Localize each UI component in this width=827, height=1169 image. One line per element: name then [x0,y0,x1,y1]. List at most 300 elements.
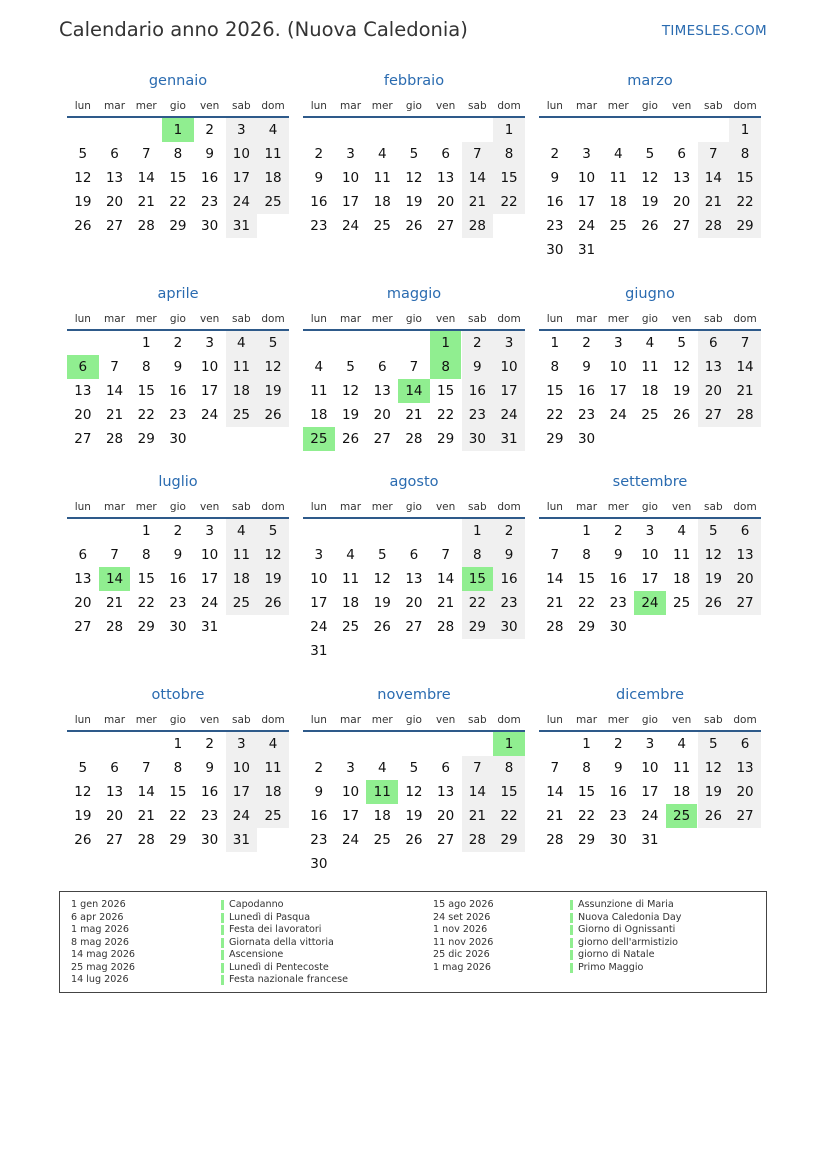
weekday-header: ven [435,313,456,325]
day-cell: 30 [169,431,187,447]
day-cell: 30 [201,832,219,848]
weekday-header: sab [232,501,251,513]
holiday-day-cell: 1 [162,118,194,142]
day-cell: 14 [462,166,494,190]
day-cell: 7 [462,756,494,780]
day-cell: 21 [729,379,761,403]
day-cell: 13 [729,543,761,567]
day-cell: 26 [698,591,730,615]
day-cell: 3 [226,732,258,756]
month-name: dicembre [615,687,685,703]
day-cell: 21 [698,190,730,214]
day-cell: 23 [201,194,219,210]
holiday-day-cell: 14 [99,567,131,591]
day-cell: 30 [169,619,187,635]
holiday-name: Giorno di Ognissanti [578,924,676,935]
day-cell: 25 [257,190,289,214]
day-cell: 23 [462,403,494,427]
day-cell: 9 [550,170,560,186]
site-link[interactable]: TIMESLES.COM [661,23,767,39]
day-cell: 16 [310,808,328,824]
day-cell: 5 [409,760,419,776]
weekday-header: sab [704,714,723,726]
day-cell: 18 [310,407,328,423]
day-cell: 14 [546,784,564,800]
day-cell: 22 [577,808,596,824]
day-cell: 10 [641,547,659,563]
day-cell: 13 [405,571,423,587]
day-cell: 11 [257,756,289,780]
day-cell: 12 [257,543,289,567]
day-cell: 17 [226,166,258,190]
weekday-header: sab [704,100,723,112]
day-cell: 13 [673,170,691,186]
day-cell: 26 [74,832,92,848]
day-cell: 24 [493,403,525,427]
day-cell: 22 [169,194,187,210]
day-cell: 30 [577,431,596,447]
day-cell: 13 [74,383,92,399]
day-cell: 25 [341,619,360,635]
day-cell: 2 [493,519,525,543]
holiday-name: Lunedì di Pentecoste [229,961,329,973]
day-cell: 27 [74,431,92,447]
day-cell: 22 [577,595,596,611]
day-cell: 8 [493,142,525,166]
holiday-name: giorno dell'armistizio [578,936,679,948]
day-cell: 25 [641,407,659,423]
day-cell: 20 [105,194,124,210]
day-cell: 18 [257,166,289,190]
day-cell: 29 [493,828,525,852]
day-cell: 15 [577,571,596,587]
day-cell: 23 [609,595,627,611]
header-rule [303,730,525,732]
header-rule [303,116,525,118]
day-cell: 23 [310,832,328,848]
weekday-header: dom [733,100,757,112]
day-cell: 9 [613,760,623,776]
day-cell: 2 [550,146,560,162]
day-cell: 18 [226,379,258,403]
day-cell: 21 [546,595,564,611]
day-cell: 4 [677,736,686,752]
day-cell: 14 [462,780,494,804]
day-cell: 3 [493,331,525,355]
weekday-header: ven [435,714,456,726]
day-cell: 9 [205,146,214,162]
holiday-date: 24 set 2026 [433,911,491,923]
month-name: ottobre [151,687,205,703]
day-cell: 16 [201,170,219,186]
weekday-header: sab [468,313,487,325]
day-cell: 20 [373,407,391,423]
day-cell: 8 [173,146,183,162]
day-cell: 7 [141,146,151,162]
weekday-header: gio [641,501,658,513]
day-cell: 17 [226,780,258,804]
holiday-day-cell: 14 [398,379,430,403]
day-cell: 9 [314,170,324,186]
month-name: aprile [157,286,199,302]
holiday-name: Capodanno [229,899,284,910]
day-cell: 31 [226,828,258,852]
day-cell: 13 [729,756,761,780]
day-cell: 19 [341,407,360,423]
day-cell: 14 [546,571,564,587]
day-cell: 29 [546,431,564,447]
day-cell: 9 [582,359,591,375]
day-cell: 10 [609,359,627,375]
day-cell: 18 [673,784,691,800]
day-cell: 28 [462,214,494,238]
weekday-header: gio [641,100,658,112]
day-cell: 16 [462,379,494,403]
day-cell: 9 [173,359,183,375]
day-cell: 4 [346,547,355,563]
day-cell: 26 [341,431,360,447]
day-cell: 14 [729,355,761,379]
day-cell: 1 [493,118,525,142]
month-name: giugno [625,286,675,302]
day-cell: 30 [609,619,627,635]
day-cell: 10 [341,170,360,186]
day-cell: 9 [173,547,183,563]
day-cell: 23 [310,218,328,234]
day-cell: 26 [257,591,289,615]
day-cell: 4 [226,519,258,543]
weekday-header: gio [405,100,422,112]
day-cell: 6 [441,146,450,162]
month-settembre [539,474,761,664]
day-cell: 11 [341,571,360,587]
day-cell: 13 [437,784,455,800]
day-cell: 15 [493,780,525,804]
day-cell: 10 [577,170,596,186]
holiday-name: Ascensione [229,949,284,960]
weekday-header: lun [546,100,563,112]
weekday-header: lun [310,313,327,325]
day-cell: 5 [409,146,419,162]
day-cell: 19 [673,383,691,399]
day-cell: 1 [173,736,183,752]
day-cell: 28 [105,619,124,635]
day-cell: 18 [673,571,691,587]
day-cell: 22 [169,808,187,824]
weekday-header: gio [169,313,186,325]
day-cell: 20 [405,595,423,611]
day-cell: 24 [641,808,659,824]
weekday-header: lun [310,100,327,112]
day-cell: 3 [346,760,355,776]
holiday-marker [570,900,573,910]
month-name: settembre [612,474,688,490]
day-cell: 1 [582,523,591,539]
holiday-day-cell: 15 [462,567,494,591]
day-cell: 17 [201,383,219,399]
day-cell: 18 [257,780,289,804]
day-cell: 3 [613,335,623,351]
day-cell: 8 [582,547,591,563]
weekday-header: ven [671,313,692,325]
weekday-header: mer [371,313,393,325]
day-cell: 19 [405,808,423,824]
day-cell: 15 [169,170,187,186]
day-cell: 12 [698,543,730,567]
month-novembre [303,687,525,877]
day-cell: 7 [409,359,419,375]
weekday-header: sab [468,100,487,112]
day-cell: 28 [462,828,494,852]
weekday-header: mer [607,501,629,513]
day-cell: 2 [314,760,324,776]
month-agosto [303,474,525,664]
holiday-day-cell: 1 [430,331,462,355]
weekday-header: dom [497,714,521,726]
day-cell: 25 [226,403,258,427]
day-cell: 29 [169,218,187,234]
day-cell: 8 [141,547,151,563]
day-cell: 31 [641,832,659,848]
weekday-header: dom [733,313,757,325]
day-cell: 5 [257,331,289,355]
weekday-header: mar [340,100,362,112]
weekday-header: sab [232,100,251,112]
day-cell: 27 [74,619,92,635]
weekday-header: mer [607,313,629,325]
weekday-header: mer [135,100,157,112]
day-cell: 1 [141,523,151,539]
day-cell: 18 [226,567,258,591]
weekday-header: mer [607,100,629,112]
day-cell: 1 [582,736,591,752]
day-cell: 30 [310,856,328,872]
day-cell: 28 [437,619,455,635]
month-marzo [539,73,761,263]
day-cell: 9 [613,547,623,563]
weekday-header: ven [199,501,220,513]
day-cell: 30 [462,427,494,451]
day-cell: 22 [437,407,455,423]
weekday-header: lun [74,501,91,513]
day-cell: 3 [205,523,214,539]
holiday-day-cell: 6 [67,355,99,379]
holiday-marker [570,925,573,935]
day-cell: 5 [78,760,88,776]
weekday-header: gio [169,100,186,112]
day-cell: 21 [462,804,494,828]
day-cell: 26 [257,403,289,427]
day-cell: 17 [641,784,659,800]
day-cell: 28 [729,403,761,427]
weekday-header: mar [340,714,362,726]
day-cell: 8 [729,142,761,166]
weekday-header: lun [74,714,91,726]
day-cell: 4 [613,146,623,162]
day-cell: 30 [546,242,564,258]
day-cell: 3 [346,146,355,162]
day-cell: 16 [201,784,219,800]
weekday-header: ven [199,714,220,726]
weekday-header: sab [232,313,251,325]
day-cell: 12 [405,784,423,800]
weekday-header: mer [371,100,393,112]
day-cell: 27 [373,431,391,447]
day-cell: 22 [137,595,155,611]
day-cell: 5 [645,146,655,162]
day-cell: 5 [698,732,730,756]
day-cell: 22 [462,591,494,615]
day-cell: 12 [373,571,391,587]
day-cell: 10 [226,756,258,780]
day-cell: 2 [314,146,324,162]
day-cell: 17 [341,808,360,824]
weekday-header: lun [546,714,563,726]
day-cell: 26 [373,619,391,635]
day-cell: 6 [78,547,88,563]
day-cell: 7 [550,760,560,776]
weekday-header: mar [104,100,126,112]
day-cell: 12 [74,170,92,186]
day-cell: 6 [677,146,686,162]
day-cell: 15 [169,784,187,800]
day-cell: 12 [641,170,659,186]
day-cell: 1 [462,519,494,543]
day-cell: 15 [437,383,455,399]
day-cell: 24 [201,407,219,423]
day-cell: 28 [546,619,564,635]
weekday-header: mar [104,501,126,513]
day-cell: 5 [377,547,387,563]
day-cell: 24 [226,190,258,214]
day-cell: 11 [641,359,659,375]
holiday-marker [221,975,224,985]
day-cell: 26 [641,218,659,234]
day-cell: 3 [205,335,214,351]
day-cell: 2 [173,335,183,351]
day-cell: 15 [577,784,596,800]
day-cell: 11 [373,170,391,186]
holiday-date: 14 mag 2026 [71,949,136,960]
holiday-date: 15 ago 2026 [433,899,494,910]
day-cell: 12 [341,383,360,399]
day-cell: 25 [257,804,289,828]
day-cell: 20 [698,379,730,403]
day-cell: 24 [609,407,627,423]
weekday-header: mar [104,313,126,325]
month-name: febbraio [383,73,445,89]
day-cell: 9 [205,760,214,776]
day-cell: 3 [645,523,655,539]
day-cell: 13 [105,170,124,186]
day-cell: 3 [582,146,591,162]
day-cell: 23 [201,808,219,824]
day-cell: 15 [546,383,564,399]
day-cell: 21 [437,595,455,611]
day-cell: 6 [729,519,761,543]
day-cell: 27 [437,832,455,848]
holiday-date: 1 nov 2026 [433,924,488,935]
day-cell: 20 [673,194,691,210]
day-cell: 28 [405,431,423,447]
day-cell: 14 [698,166,730,190]
weekday-header: mer [371,501,393,513]
day-cell: 29 [437,431,455,447]
day-cell: 23 [546,218,564,234]
weekday-header: mer [371,714,393,726]
day-cell: 4 [377,146,387,162]
day-cell: 13 [74,571,92,587]
day-cell: 27 [698,403,730,427]
weekday-header: sab [468,501,487,513]
month-name: maggio [386,286,442,302]
day-cell: 14 [105,383,124,399]
day-cell: 8 [173,760,183,776]
weekday-header: ven [435,501,456,513]
weekday-header: dom [261,100,285,112]
day-cell: 16 [169,571,187,587]
day-cell: 8 [462,543,494,567]
weekday-header: ven [671,501,692,513]
holiday-name: Primo Maggio [578,961,644,973]
day-cell: 19 [641,194,659,210]
day-cell: 9 [493,543,525,567]
day-cell: 13 [105,784,124,800]
day-cell: 6 [441,760,450,776]
holiday-name: Lunedì di Pasqua [229,911,311,923]
weekday-header: mer [607,714,629,726]
day-cell: 26 [698,804,730,828]
weekday-header: lun [546,313,563,325]
day-cell: 16 [169,383,187,399]
day-cell: 28 [137,832,155,848]
day-cell: 18 [641,383,659,399]
day-cell: 16 [546,194,564,210]
day-cell: 16 [310,194,328,210]
weekday-header: dom [497,501,521,513]
day-cell: 12 [74,784,92,800]
day-cell: 17 [609,383,627,399]
day-cell: 20 [729,780,761,804]
day-cell: 29 [462,615,494,639]
holiday-date: 1 mag 2026 [71,924,129,935]
day-cell: 31 [226,214,258,238]
day-cell: 25 [373,218,391,234]
day-cell: 4 [377,760,387,776]
weekday-header: dom [261,501,285,513]
day-cell: 28 [698,214,730,238]
holiday-day-cell: 1 [493,732,525,756]
day-cell: 5 [78,146,88,162]
day-cell: 7 [110,359,119,375]
day-cell: 18 [373,194,391,210]
day-cell: 1 [141,335,151,351]
holiday-date: 14 lug 2026 [71,974,129,985]
weekday-header: mer [135,714,157,726]
day-cell: 20 [74,407,92,423]
month-febbraio [303,73,525,263]
holiday-day-cell: 11 [366,780,398,804]
day-cell: 22 [137,407,155,423]
holiday-marker [570,938,573,948]
day-cell: 9 [314,784,324,800]
day-cell: 3 [314,547,324,563]
day-cell: 10 [226,142,258,166]
day-cell: 27 [105,218,124,234]
day-cell: 5 [257,519,289,543]
month-name: marzo [627,73,673,89]
weekday-header: mar [576,501,598,513]
